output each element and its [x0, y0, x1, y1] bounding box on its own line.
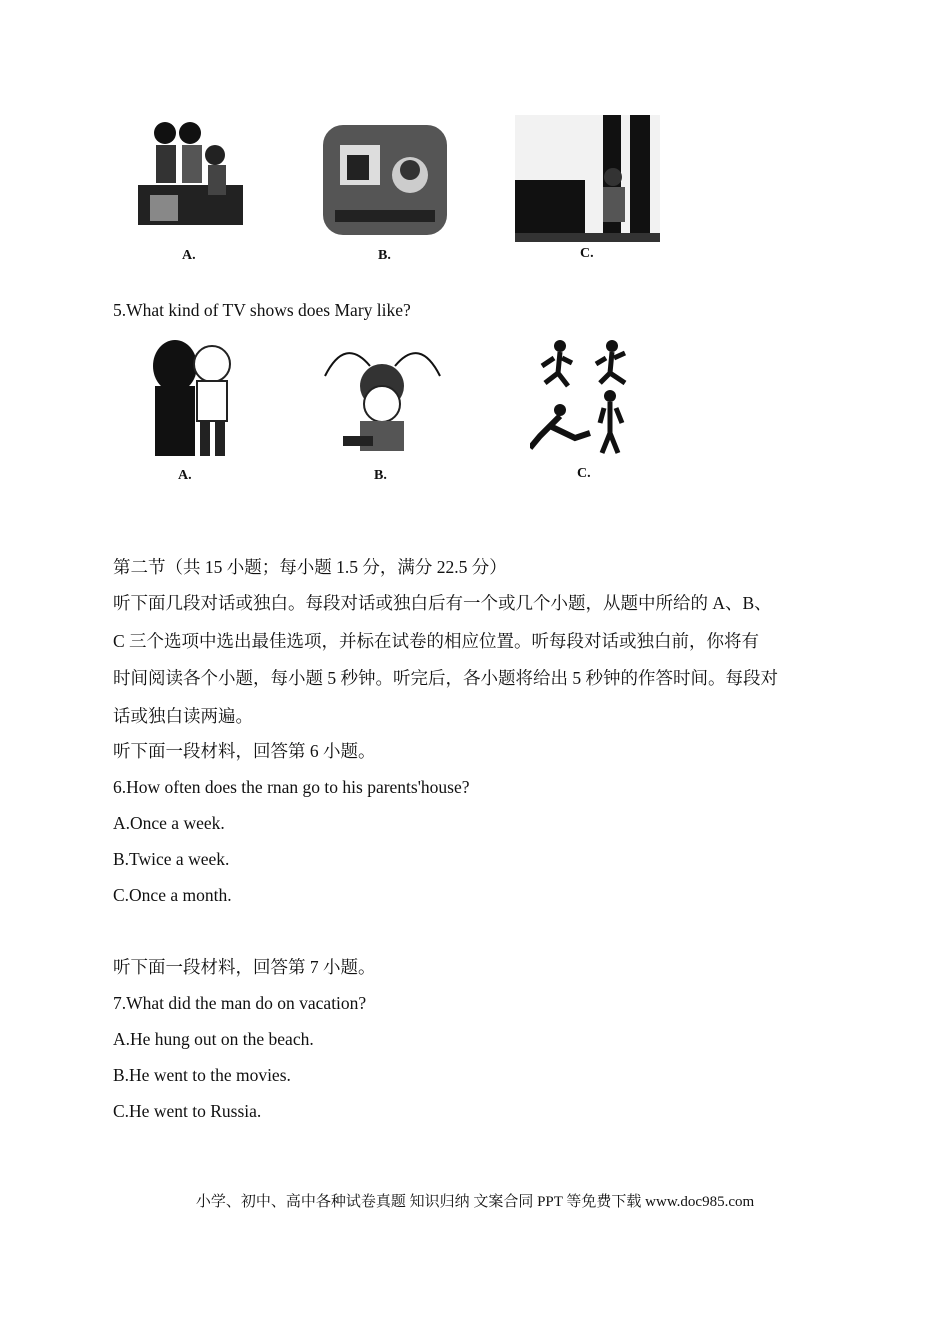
q5-question: 5.What kind of TV shows does Mary like?: [113, 300, 411, 320]
section2-instruction-line-1: 听下面几段对话或独白。每段对话或独白后有一个或几个小题，从题中所给的 A、B、: [113, 593, 772, 613]
q7-option-c: C.He went to Russia.: [113, 1101, 262, 1121]
section2-instruction-line-4: 话或独白读两遍。: [113, 706, 253, 726]
q5-caption-c: C.: [577, 466, 591, 481]
q6-option-c: C.Once a month.: [113, 885, 232, 905]
q6-option-b: B.Twice a week.: [113, 849, 230, 869]
q4-picture-a: [130, 115, 250, 245]
q4-caption-a: A.: [182, 248, 196, 263]
q5-picture-c: [530, 338, 640, 463]
q4-caption-c: C.: [580, 246, 594, 261]
q4-picture-c: [515, 115, 660, 242]
q6-question: 6.How often does the rnan go to his parents'house?: [113, 777, 470, 797]
q7-option-b: B.He went to the movies.: [113, 1065, 291, 1085]
q5-picture-b: [315, 336, 450, 461]
q6-intro: 听下面一段材料，回答第 6 小题。: [113, 741, 376, 761]
q5-caption-a: A.: [178, 468, 192, 483]
q6-option-a: A.Once a week.: [113, 813, 225, 833]
q7-question: 7.What did the man do on vacation?: [113, 993, 367, 1013]
q5-picture-a: [140, 336, 240, 464]
section2-instruction-line-3: 时间阅读各个小题，每小题 5 秒钟。听完后，各小题将给出 5 秒钟的作答时间。每段对: [113, 668, 778, 688]
page-footer: 小学、初中、高中各种试卷真题 知识归纳 文案合同 PPT 等免费下载 www.doc985.com: [195, 1194, 755, 1210]
section2-heading: 第二节（共 15 小题；每小题 1.5 分，满分 22.5 分）: [113, 557, 507, 577]
section2-instruction-line-2: C 三个选项中选出最佳选项，并标在试卷的相应位置。听每段对话或独白前，你将有: [113, 631, 760, 651]
q5-caption-b: B.: [374, 468, 387, 483]
q4-picture-b: [320, 120, 450, 245]
q7-intro: 听下面一段材料，回答第 7 小题。: [113, 957, 376, 977]
q4-caption-b: B.: [378, 248, 391, 263]
q7-option-a: A.He hung out on the beach.: [113, 1029, 314, 1049]
